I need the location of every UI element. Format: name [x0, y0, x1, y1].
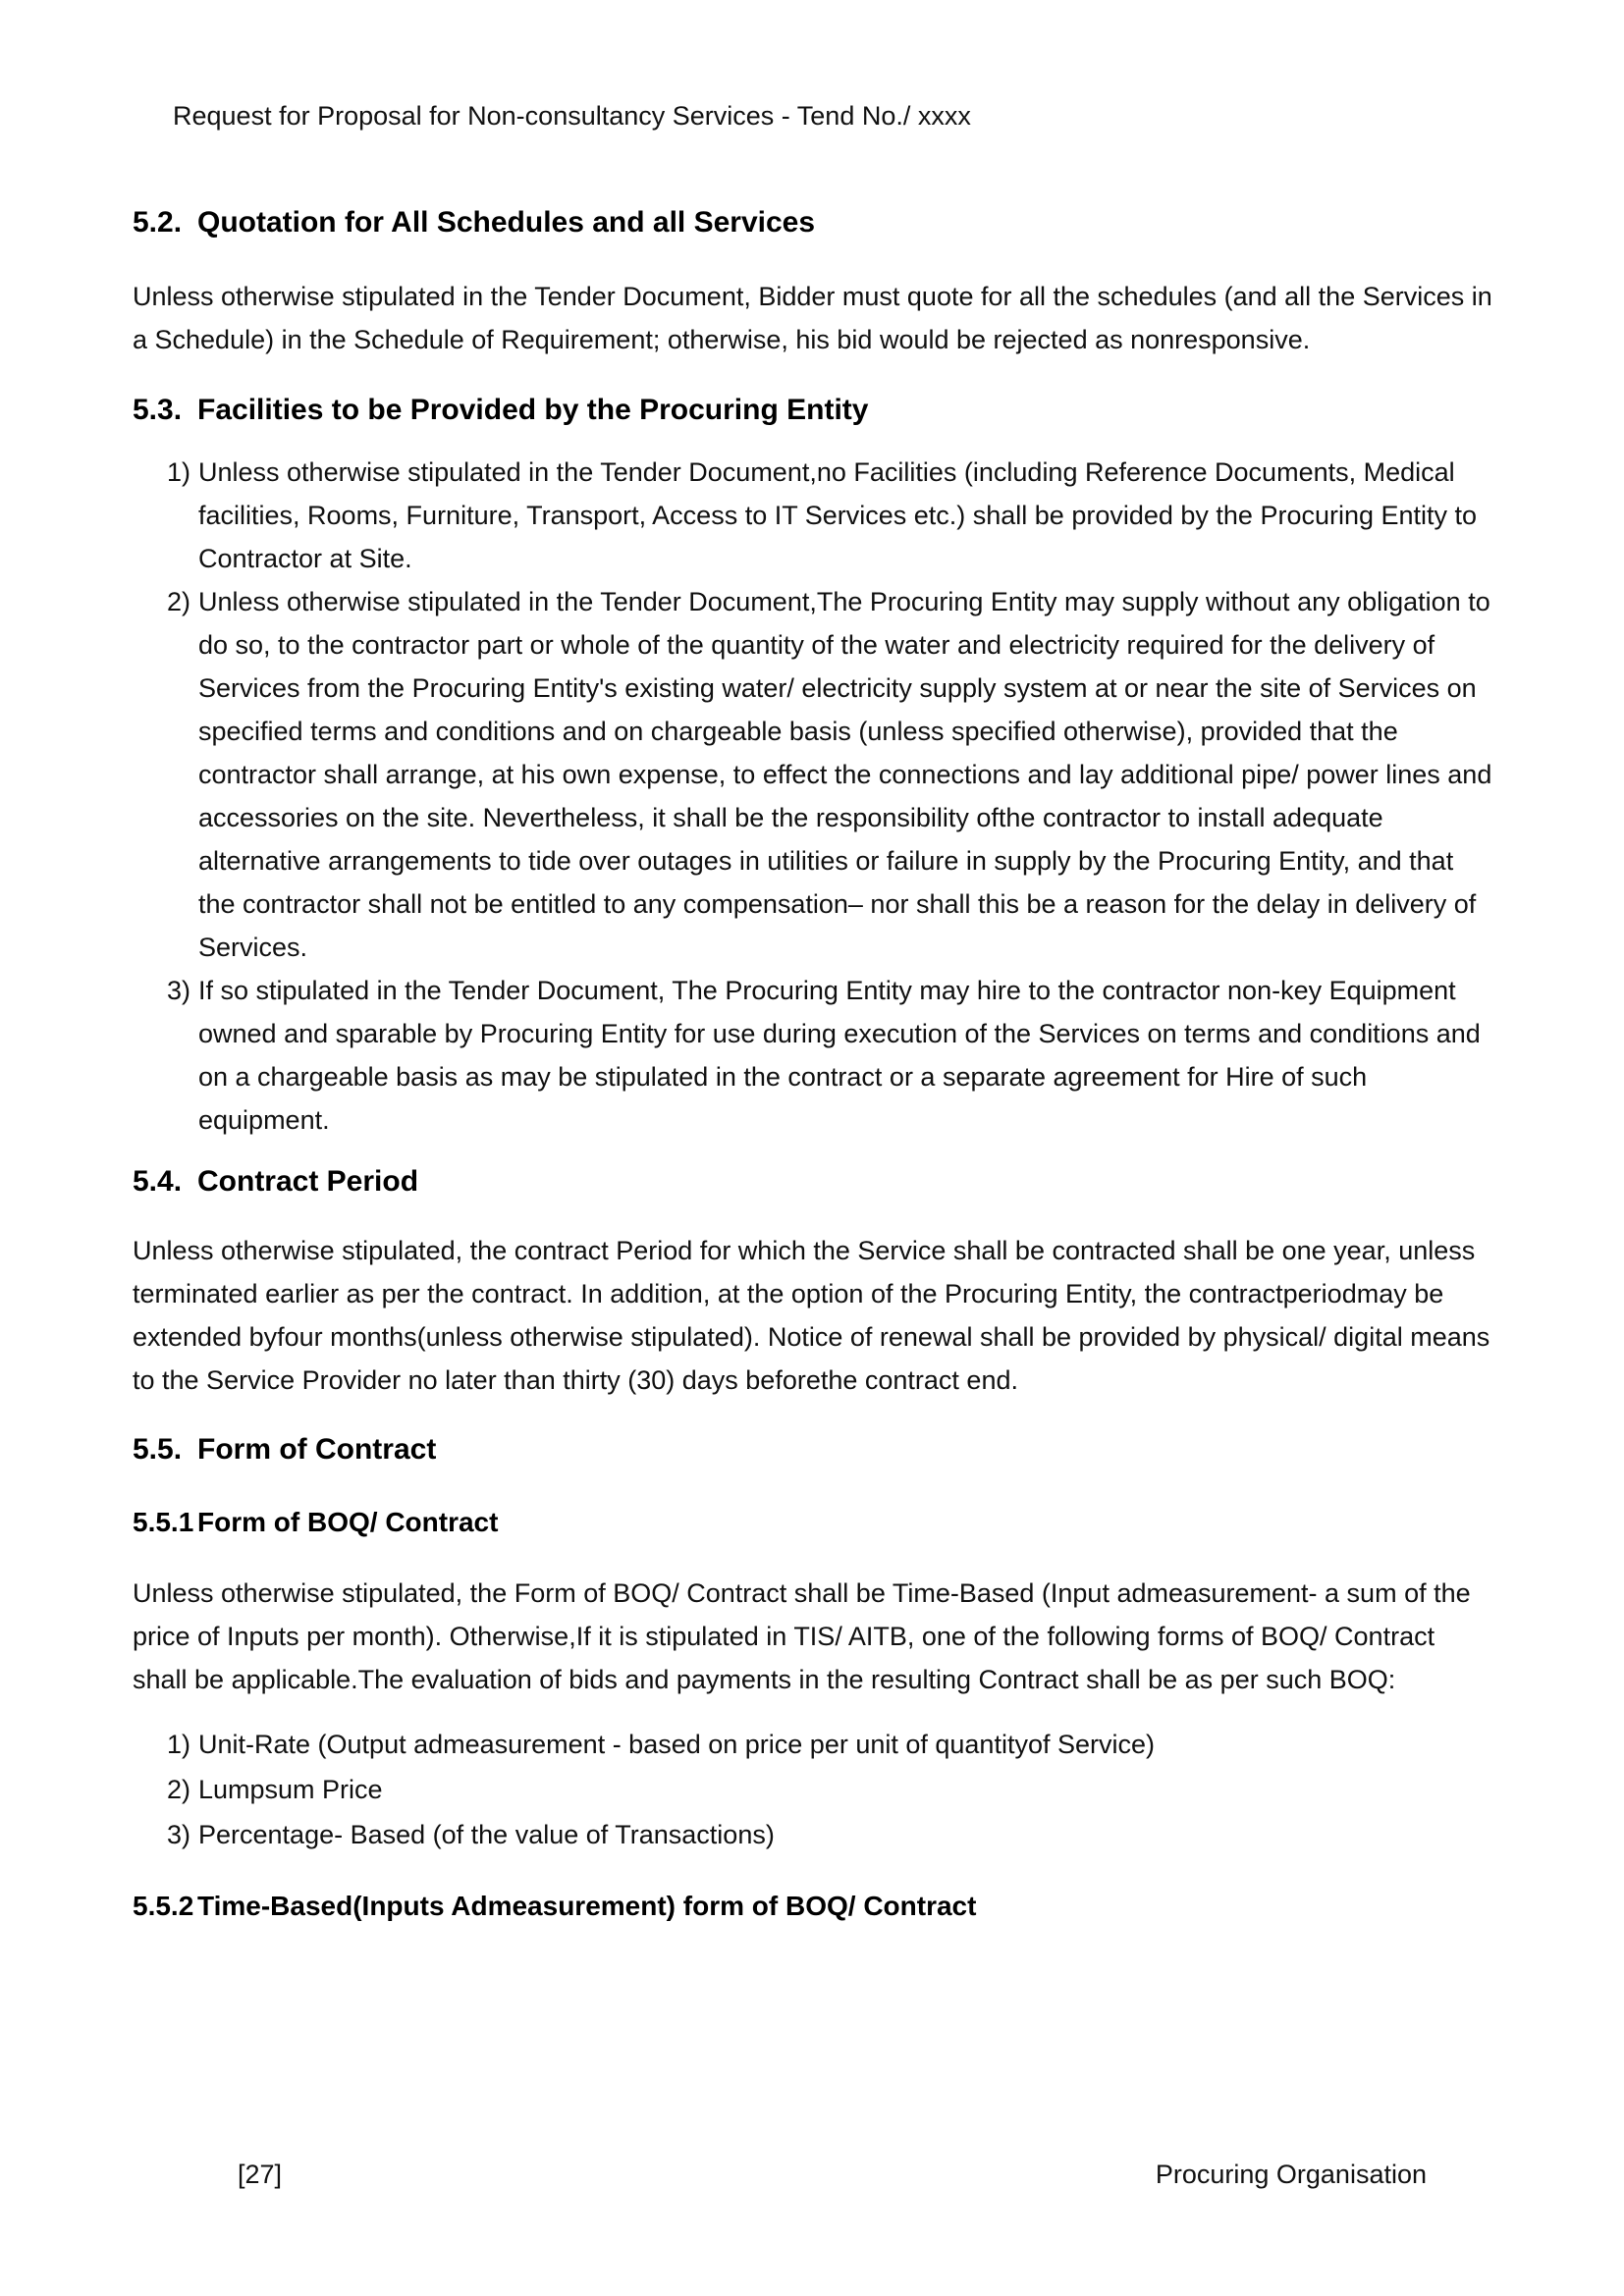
- section-title: Contract Period: [197, 1165, 419, 1198]
- numbered-list-5-3: [133, 451, 1492, 1142]
- section-number: 5.2.: [133, 206, 183, 239]
- section-heading-5-4: [133, 1163, 1492, 1201]
- list-item-marker: 3): [167, 1820, 191, 1849]
- section-title: Facilities to be Provided by the Procuring Entity: [197, 394, 869, 426]
- list-item: [133, 451, 1492, 580]
- list-item-text: Lumpsum Price: [198, 1775, 383, 1804]
- subsection-heading-5-5-1: [133, 1505, 1492, 1540]
- footer-organisation: Procuring Organisation: [1155, 2160, 1427, 2189]
- list-item-text: Unless otherwise stipulated in the Tender Document,The Procuring Entity may supply without any obligation to do so, to the contractor part or whole of the quantity of the water and electricity required for the delivery of Services from the Procuring Entity's existing water/ electricity supply system at or near the site of Services on specified terms and conditions and on chargeable basis (unless specified otherwise), provided that the contractor shall arrange, at his own expense, to effect the connections and lay additional pipe/ power lines and accessories on the site. Nevertheless, it shall be the responsibility ofthe contractor to install adequate alternative arrangements to tide over outages in utilities or failure in supply by the Procuring Entity, and that the contractor shall not be entitled to any compensation– nor shall this be a reason for the delay in delivery of Services.: [198, 587, 1492, 962]
- page-number: [27]: [238, 2160, 283, 2189]
- list-item: [133, 1812, 1492, 1857]
- list-item: [133, 1722, 1492, 1767]
- section-number: 5.5.: [133, 1433, 183, 1466]
- section-5-5-1-paragraph: Unless otherwise stipulated, the Form of BOQ/ Contract shall be Time-Based (Input admeasurement- a sum of the price of Inputs per month). Otherwise,If it is stipulated in TIS/ AITB, one of the following forms of BOQ/ Contract shall be applicable.The evaluation of bids and payments in the resulting Contract shall be as per such BOQ:: [133, 1578, 1471, 1694]
- list-item-marker: 2): [167, 1775, 191, 1804]
- list-item-marker: 3): [167, 976, 191, 1005]
- section-heading-5-3: [133, 392, 1492, 429]
- section-5-4-paragraph: Unless otherwise stipulated, the contract Period for which the Service shall be contracted shall be one year, unless terminated earlier as per the contract. In addition, at the option of the Procuring Entity, the contractperiodmay be extended byfour months(unless otherwise stipulated). Notice of renewal shall be provided by physical/ digital means to the Service Provider no later than thirty (30) days beforethe contract end.: [133, 1236, 1490, 1395]
- list-item-marker: 1): [167, 1730, 191, 1759]
- subsection-number: 5.5.1: [133, 1507, 194, 1537]
- section-5-2-paragraph: Unless otherwise stipulated in the Tender Document, Bidder must quote for all the schedules (and all the Services in a Schedule) in the Schedule of Requirement; otherwise, his bid would be rejected as nonresponsive.: [133, 282, 1492, 354]
- header-title: Request for Proposal for Non-consultancy Services - Tend No./ xxxx: [173, 101, 971, 131]
- subsection-title: Form of BOQ/ Contract: [197, 1507, 499, 1537]
- page-footer: [0, 2160, 1624, 2199]
- list-item: [133, 1767, 1492, 1812]
- list-item: [133, 969, 1492, 1142]
- section-title: Quotation for All Schedules and all Services: [197, 206, 816, 239]
- list-item-text: Percentage- Based (of the value of Transactions): [198, 1820, 775, 1849]
- list-item-text: If so stipulated in the Tender Document, The Procuring Entity may hire to the contractor non-key Equipment owned and sparable by Procuring Entity for use during execution of the Services on terms and conditions and on a chargeable basis as may be stipulated in the contract or a separate agreement for Hire of such equipment.: [198, 976, 1481, 1135]
- list-item-text: Unless otherwise stipulated in the Tender Document,no Facilities (including Reference Documents, Medical facilities, Rooms, Furniture, Transport, Access to IT Services etc.) shall be provided by the Procuring Entity to Contractor at Site.: [198, 457, 1478, 573]
- subsection-heading-5-5-2: [133, 1889, 1492, 1924]
- section-title: Form of Contract: [197, 1433, 437, 1466]
- section-heading-5-2: [133, 204, 1492, 241]
- numbered-list-5-5-1: [133, 1722, 1492, 1857]
- subsection-title: Time-Based(Inputs Admeasurement) form of BOQ/ Contract: [197, 1891, 977, 1921]
- page-content: [133, 204, 1492, 1924]
- list-item-marker: 2): [167, 587, 191, 616]
- subsection-number: 5.5.2: [133, 1891, 194, 1921]
- section-heading-5-5: [133, 1431, 1492, 1468]
- list-item: [133, 580, 1492, 969]
- list-item-marker: 1): [167, 457, 191, 487]
- list-item-text: Unit-Rate (Output admeasurement - based on price per unit of quantityof Service): [198, 1730, 1155, 1759]
- section-number: 5.4.: [133, 1165, 183, 1198]
- page-header: [173, 0, 1492, 133]
- section-number: 5.3.: [133, 394, 183, 426]
